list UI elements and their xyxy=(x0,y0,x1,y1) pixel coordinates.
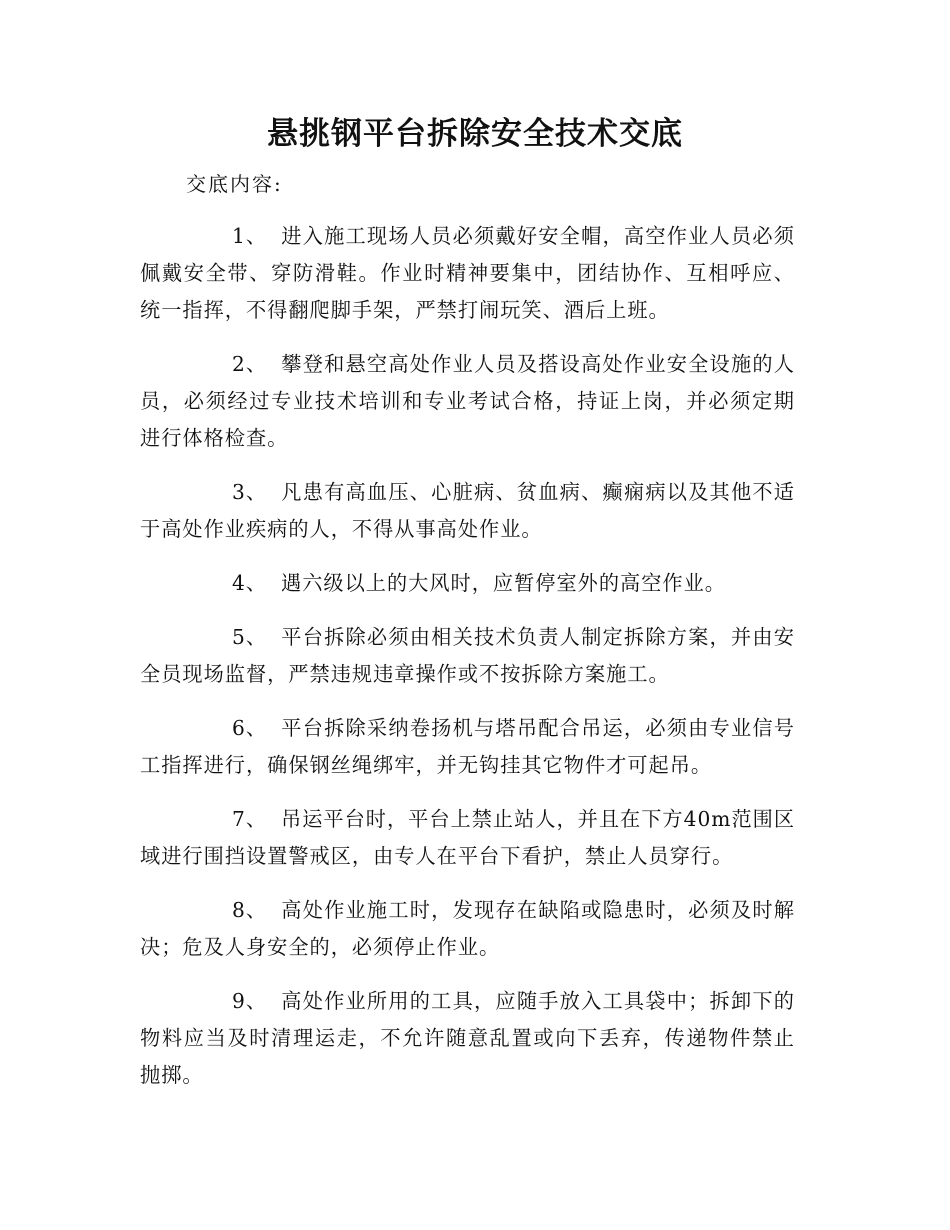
list-item-1 xyxy=(140,218,795,329)
item-text: 高处作业所用的工具，应随手放入工具袋中；拆卸下的物料应当及时清理运走，不允许随意乱置或向下丢弃，传递物件禁止抛掷。 xyxy=(140,989,795,1087)
item-text: 凡患有高血压、心脏病、贫血病、癫痫病以及其他不适于高处作业疾病的人，不得从事高处作业。 xyxy=(140,480,795,541)
item-text: 遇六级以上的大风时，应暂停室外的高空作业。 xyxy=(281,571,726,595)
item-text: 平台拆除必须由相关技术负责人制定拆除方案，并由安全员现场监督，严禁违规违章操作或不按拆除方案施工。 xyxy=(140,625,795,686)
list-item-2 xyxy=(140,346,795,457)
item-number: 6、 xyxy=(232,716,268,740)
item-text: 高处作业施工时，发现存在缺陷或隐患时，必须及时解决；危及人身安全的，必须停止作业。 xyxy=(140,898,795,959)
item-number: 1、 xyxy=(232,224,268,248)
list-item-4 xyxy=(140,565,795,602)
item-text: 平台拆除采纳卷扬机与塔吊配合吊运，必须由专业信号工指挥进行，确保钢丝绳绑牢，并无钩挂其它物件才可起吊。 xyxy=(140,716,795,777)
item-list xyxy=(140,218,795,1111)
item-number: 9、 xyxy=(232,989,268,1013)
item-number: 8、 xyxy=(232,898,268,922)
list-item-9 xyxy=(140,983,795,1094)
item-text: 吊运平台时，平台上禁止站人，并且在下方40m范围区域进行围挡设置警戒区，由专人在平台下看护，禁止人员穿行。 xyxy=(140,807,796,868)
item-number: 5、 xyxy=(232,625,268,649)
content-label: 交底内容: xyxy=(186,172,283,196)
item-number: 7、 xyxy=(232,807,268,831)
list-item-8 xyxy=(140,892,795,966)
list-item-7 xyxy=(140,801,795,875)
list-item-5 xyxy=(140,619,795,693)
list-item-6 xyxy=(140,710,795,784)
item-number: 2、 xyxy=(232,352,268,376)
item-number: 4、 xyxy=(232,571,268,595)
item-number: 3、 xyxy=(232,480,268,504)
item-text: 进入施工现场人员必须戴好安全帽，高空作业人员必须佩戴安全带、穿防滑鞋。作业时精神要集中，团结协作、互相呼应、统一指挥，不得翻爬脚手架，严禁打闹玩笑、酒后上班。 xyxy=(140,224,795,322)
document-title: 悬挑钢平台拆除安全技术交底 xyxy=(267,116,683,152)
list-item-3 xyxy=(140,474,795,548)
item-text: 攀登和悬空高处作业人员及搭设高处作业安全设施的人员，必须经过专业技术培训和专业考试合格，持证上岗，并必须定期进行体格检查。 xyxy=(140,352,795,450)
